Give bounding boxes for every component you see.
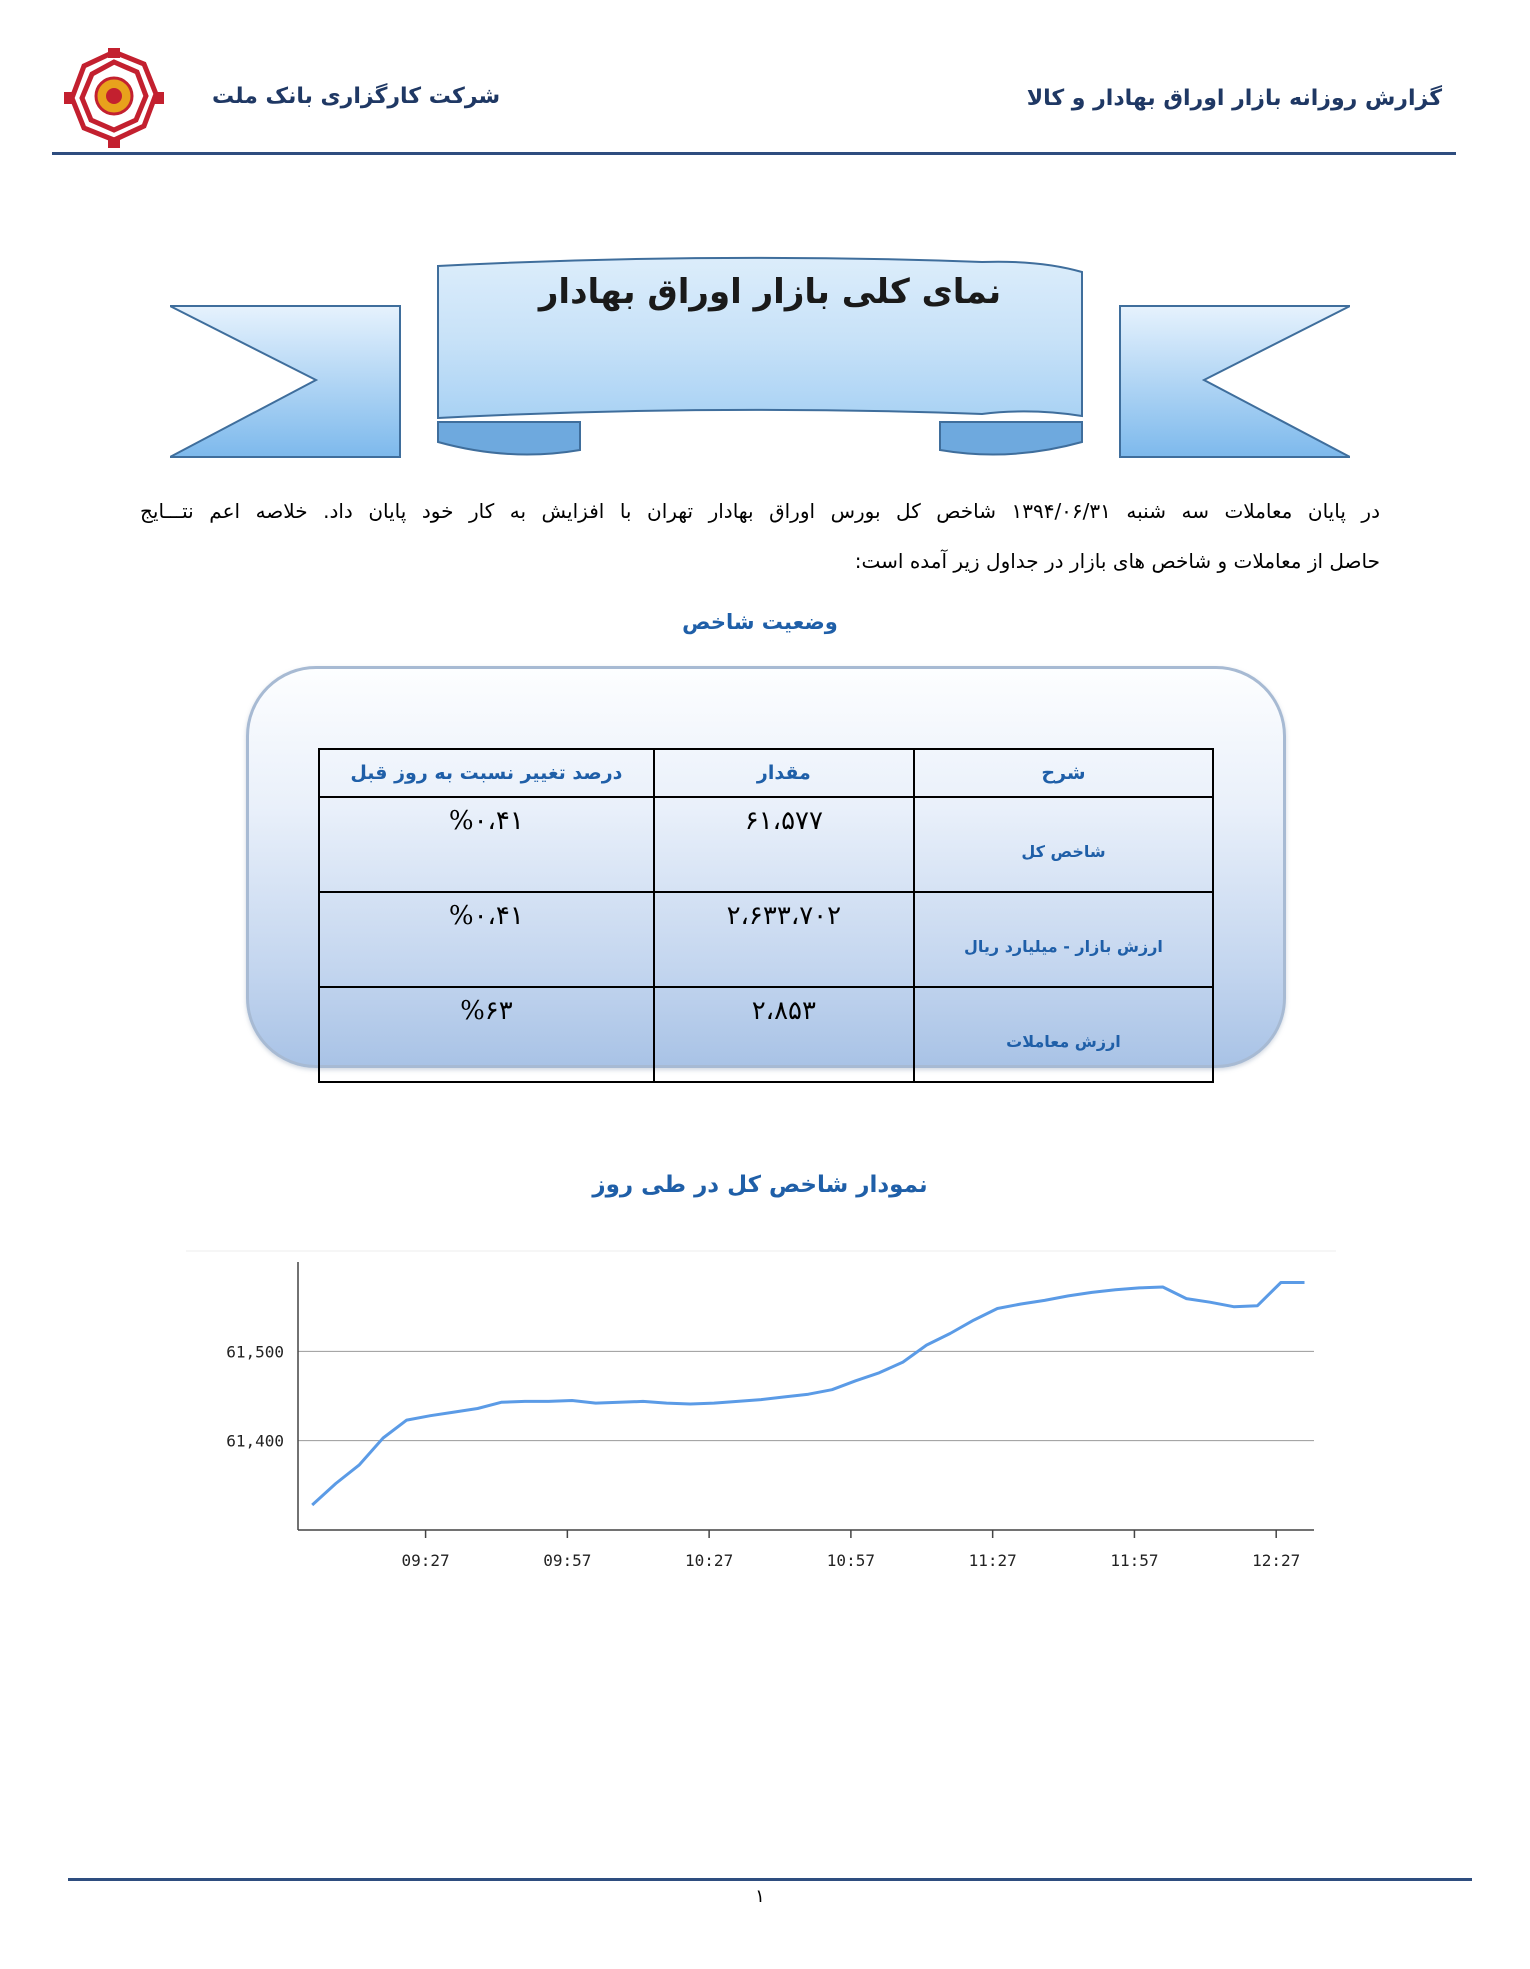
row-description: ارزش بازار - میلیارد ریال [914,892,1213,987]
row-change: %۶۳ [319,987,654,1082]
report-title: گزارش روزانه بازار اوراق بهادار و کالا [1026,86,1442,111]
row-description: ارزش معاملات [914,987,1213,1082]
x-tick-label: 10:27 [685,1551,734,1570]
intraday-index-chart [186,1250,1336,1598]
x-tick-label: 10:57 [826,1551,875,1570]
column-header-change: درصد تغییر نسبت به روز قبل [319,749,654,797]
row-value: ۶۱،۵۷۷ [654,797,914,892]
intro-line-2: حاصل از معاملات و شاخص های بازار در جداول زیر آمده است: [854,549,1380,573]
table-row [319,987,1213,1082]
row-value: ۲،۶۳۳،۷۰۲ [654,892,914,987]
table-header-row [319,749,1213,797]
column-header-description: شرح [914,749,1213,797]
banner-title: نمای کلی بازار اوراق بهادار [538,272,1002,312]
row-value: ۲،۸۵۳ [654,987,914,1082]
x-tick-label: 11:57 [1110,1551,1159,1570]
bank-mellat-logo [64,48,164,148]
header-rule [52,152,1456,155]
intro-line-1: در پایان معاملات سه شنبه ۱۳۹۴/۰۶/۳۱ شاخص کل بورس اوراق بهادار تهران با افزایش به کار خود پایان داد. خلاصه اعم نتـــایج [140,499,1380,523]
company-name: شرکت کارگزاری بانک ملت [212,84,501,109]
x-tick-label: 11:27 [968,1551,1017,1570]
y-tick-label: 61,400 [226,1431,284,1451]
y-tick-label: 61,500 [226,1342,284,1362]
index-status-title: وضعیت شاخص [682,610,838,634]
x-tick-label: 09:57 [543,1551,592,1570]
row-description: شاخص کل [914,797,1213,892]
table-row [319,892,1213,987]
index-status-table [318,748,1214,1083]
x-tick-label: 12:27 [1252,1551,1301,1570]
intraday-chart-title: نمودار شاخص کل در طی روز [592,1172,928,1198]
page-number: ۱ [755,1886,765,1907]
footer-rule [68,1878,1472,1881]
row-change: %۰،۴۱ [319,797,654,892]
column-header-value: مقدار [654,749,914,797]
x-tick-label: 09:27 [401,1551,450,1570]
table-row [319,797,1213,892]
row-change: %۰،۴۱ [319,892,654,987]
